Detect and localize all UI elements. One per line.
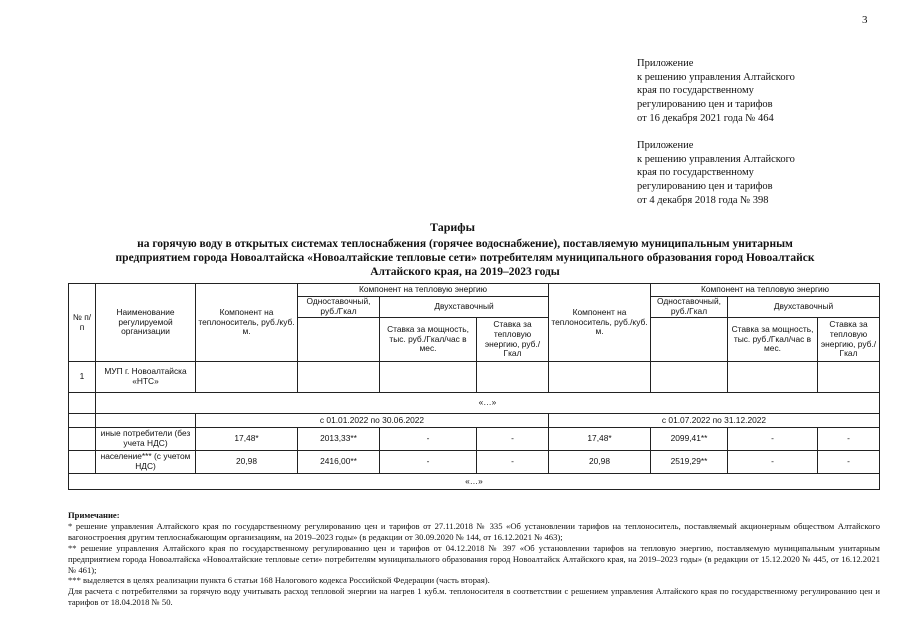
document-subtitle [60, 237, 870, 280]
tariff-value: 2099,41** [651, 428, 728, 451]
row-number: 1 [69, 362, 96, 393]
tariff-value: - [818, 451, 880, 474]
appendix-line: Приложение [637, 58, 694, 69]
tariff-value: 2013,33** [298, 428, 380, 451]
header-energy-component: Компонент на тепловую энергию [651, 284, 880, 297]
header-single-rate: Одноставочный, руб./Гкал [298, 297, 380, 318]
header-organization: Наименование регулируемой организации [96, 284, 196, 362]
tariff-value: - [728, 428, 818, 451]
tariff-value: 2416,00** [298, 451, 380, 474]
header-capacity-rate: Ставка за мощность, тыс. руб./Гкал/час в мес. [728, 318, 818, 362]
header-capacity-rate: Ставка за мощность, тыс. руб./Гкал/час в мес. [380, 318, 477, 362]
tariff-value: - [818, 428, 880, 451]
appendix-line: регулированию цен и тарифов [637, 99, 773, 111]
consumer-category: население*** (с учетом НДС) [96, 451, 196, 474]
note-line: *** выделяется в целях реализации пункта 6 статьи 168 Налогового кодекса Российской Федерации (часть вторая). [68, 575, 490, 586]
header-energy-component: Компонент на тепловую энергию [298, 284, 549, 297]
header-single-rate: Одноставочный, руб./Гкал [651, 297, 728, 318]
tariff-table [68, 283, 880, 490]
note-line: ** решение управления Алтайского края по государственному регулированию цен и тарифов от 04.12.2018 № 397 «Об установлении тарифов на тепловую энергию, поставляемую муниципальным унитарным предприятием города Новоалтайска «Новоалтайские тепловые сети» потребителям муниципального образования город Новоалтайск Алтайского края, на 2019–2023 годы» (в редакции от 15.12.2020 № 445, от 16.12.2021 № 461); [68, 542, 880, 575]
tariff-value: 20,98 [549, 451, 651, 474]
consumer-category: иные потребители (без учета НДС) [96, 428, 196, 451]
tariff-value: - [477, 451, 549, 474]
tariff-value: - [477, 428, 549, 451]
period-label-2: с 01.07.2022 по 31.12.2022 [549, 414, 880, 428]
ellipsis-row: «…» [69, 474, 880, 490]
tariff-value: - [380, 451, 477, 474]
tariff-value: 17,48* [549, 428, 651, 451]
subtitle-line: Алтайского края, на 2019–2023 годы [370, 266, 560, 279]
notes-section [68, 510, 880, 608]
tariff-value: 20,98 [196, 451, 298, 474]
appendix-line: регулированию цен и тарифов [637, 181, 773, 193]
header-two-rate: Двухставочный [380, 297, 549, 318]
appendix-line: от 16 декабря 2021 года № 464 [637, 112, 774, 124]
tariff-value: 17,48* [196, 428, 298, 451]
header-two-rate: Двухставочный [728, 297, 880, 318]
header-empty [651, 318, 728, 362]
header-carrier-component: Компонент на теплоноситель, руб./куб. м. [549, 284, 651, 362]
appendix-line: от 4 декабря 2018 года № 398 [637, 194, 769, 206]
tariff-value: - [728, 451, 818, 474]
header-number: № п/п [69, 284, 96, 362]
subtitle-line: на горячую воду в открытых системах теплоснабжения (горячее водоснабжение), поставляемую муниципальным унитарным [137, 238, 793, 250]
appendix-line: края по государственному [637, 167, 754, 179]
document-title: Тарифы [430, 220, 475, 234]
tariff-value: 2519,29** [651, 451, 728, 474]
appendix-line: к решению управления Алтайского [637, 153, 795, 165]
appendix-line: края по государственному [637, 85, 754, 97]
notes-heading: Примечание: [68, 510, 120, 520]
subtitle-line: предприятием города Новоалтайска «Новоалтайские тепловые сети» потребителям муниципального образования город Новоалтайск [115, 252, 815, 265]
appendix-block-2 [637, 139, 795, 208]
ellipsis-row: «…» [96, 393, 880, 414]
header-empty [298, 318, 380, 362]
header-energy-rate: Ставка за тепловую энергию, руб./Гкал [818, 318, 880, 362]
page-number: 3 [862, 14, 868, 26]
appendix-line: Приложение [637, 140, 694, 151]
header-carrier-component: Компонент на теплоноситель, руб./куб. м. [196, 284, 298, 362]
appendix-block-1 [637, 57, 795, 126]
appendix-line: к решению управления Алтайского [637, 71, 795, 83]
period-label-1: с 01.01.2022 по 30.06.2022 [196, 414, 549, 428]
header-energy-rate: Ставка за тепловую энергию, руб./Гкал [477, 318, 549, 362]
tariff-value: - [380, 428, 477, 451]
organization-name: МУП г. Новоалтайска «НТС» [96, 362, 196, 393]
note-line: * решение управления Алтайского края по государственному регулированию цен и тарифов от 27.11.2018 № 335 «Об установлении тарифов на теплоноситель, поставляемый акционерным обществом Алтайского вагоностроения другим теплоснабжающим организациям, на 2019–2023 годы» (в редакции от 30.09.2020 № 144, от 16.12.2021 № 463); [68, 520, 880, 542]
note-line: Для расчета с потребителями за горячую воду учитывать расход тепловой энергии на нагрев 1 куб.м. теплоносителя в соответствии с решением управления Алтайского края по государственному регулированию цен и тарифов от 18.04.2018 № 50. [68, 586, 880, 608]
